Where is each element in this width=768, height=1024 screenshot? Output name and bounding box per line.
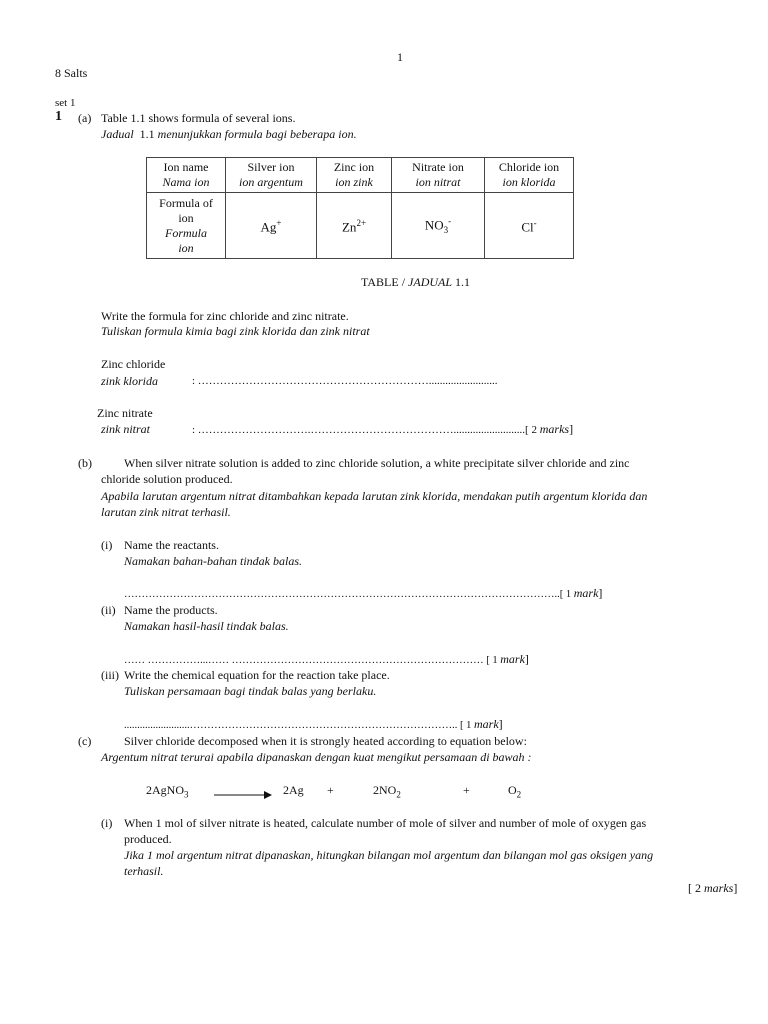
set-label: set 1 — [55, 97, 76, 109]
reaction-arrow-icon — [214, 790, 272, 800]
part-b-iii-label: (iii) — [101, 668, 119, 682]
intro-my-word: Jadual — [101, 127, 134, 141]
header-en: Chloride ion — [498, 160, 560, 174]
row-label-en: Formula of — [159, 195, 213, 210]
reactant-subscript: 3 — [184, 789, 189, 800]
part-c-i-en-1: When 1 mol of silver nitrate is heated, calculate number of mole of silver and number of mole of oxygen gas — [124, 816, 647, 830]
formula-cell — [485, 193, 574, 259]
table-header-row — [147, 158, 574, 193]
caption-part: 1.1 — [455, 275, 471, 289]
formula-cell — [226, 193, 317, 259]
part-c-text-my: Argentum nitrat terurai apabila dipanaskan dengan kuat mengikut persamaan di bawah : — [101, 750, 532, 764]
header-my: ion klorida — [502, 175, 556, 189]
formula-subscript: 3 — [443, 224, 449, 235]
part-c-i-my-1: Jika 1 mol argentum nitrat dipanaskan, hitungkan bilangan mol argentum dan bilangan mol gas oksigen yang — [124, 848, 654, 862]
part-b-text-my-1: Apabila larutan argentum nitrat ditambahkan kepada larutan zink klorida, mendakan putih argentum klorida dan — [101, 489, 648, 503]
marks-prefix: [ 2 — [688, 881, 701, 895]
equation-plus: + — [327, 783, 334, 797]
header-en: Zinc ion — [333, 160, 375, 174]
part-b-i-my: Namakan bahan-bahan tindak balas. — [124, 554, 302, 568]
ion-table — [146, 157, 574, 259]
marks-label: marks — [539, 422, 570, 436]
header-cell — [392, 158, 485, 193]
chapter-title: 8 Salts — [55, 66, 88, 80]
marks-bracket: ] — [524, 652, 529, 666]
table-caption — [361, 275, 470, 289]
part-c-i-label: (i) — [101, 816, 113, 830]
intro-my-rest: menunjukkan formula bagi beberapa ion. — [157, 127, 357, 141]
answer-dots: : ………………………….…………………………………..........................[ 2 — [192, 424, 537, 436]
zinc-chloride-answer-line[interactable]: : ………………………………………………………......................... — [192, 375, 498, 387]
marks-bracket: ] — [498, 717, 503, 731]
header-cell — [317, 158, 392, 193]
row-label-my: Formula — [165, 225, 207, 240]
header-cell — [485, 158, 574, 193]
zinc-chloride-label: Zinc chloride — [101, 357, 166, 371]
part-a-task-my: Tuliskan formula kimia bagi zink klorida dan zink nitrat — [101, 324, 370, 338]
marks-bracket: ] — [733, 881, 738, 895]
part-b-iii-answer-line[interactable] — [124, 717, 503, 733]
formula-base: Ag — [260, 219, 277, 235]
answer-dots: .........................………………………………………………………………….. [ 1 — [124, 720, 472, 731]
part-b-ii-en: Name the products. — [124, 603, 218, 617]
equation-reactant — [146, 783, 189, 801]
zinc-nitrate-label: Zinc nitrate — [97, 406, 153, 420]
header-my: ion zink — [335, 175, 373, 189]
formula-base: Cl — [521, 219, 534, 235]
part-b-i-en: Name the reactants. — [124, 538, 219, 552]
part-b-iii-en: Write the chemical equation for the reaction take place. — [124, 668, 390, 682]
part-b-ii-my: Namakan hasil-hasil tindak balas. — [124, 619, 289, 633]
equation-product-oxygen — [508, 783, 521, 801]
formula-charge: - — [448, 215, 452, 226]
part-c-i-my-2: terhasil. — [124, 864, 164, 878]
reactant-formula: 2AgNO — [146, 783, 184, 797]
part-b-ii-answer-line[interactable] — [124, 652, 529, 668]
caption-part: TABLE / — [361, 275, 406, 289]
marks-bracket: ] — [598, 586, 603, 600]
marks-bracket: ] — [569, 422, 574, 436]
part-b-iii-my: Tuliskan persamaan bagi tindak balas yang berlaku. — [124, 684, 377, 698]
part-c-text-en: Silver chloride decomposed when it is strongly heated according to equation below: — [124, 734, 527, 748]
part-a-task-en: Write the formula for zinc chloride and zinc nitrate. — [101, 309, 349, 323]
page-number: 1 — [397, 50, 403, 64]
header-my: ion nitrat — [415, 175, 461, 189]
table-formula-row — [147, 193, 574, 259]
header-my: ion argentum — [239, 175, 303, 189]
header-cell — [147, 158, 226, 193]
formula-base: NO — [424, 216, 444, 232]
part-a-intro-my — [101, 127, 357, 141]
answer-dots: …… ……………...…… ……………………………………………………………… [ 1 — [124, 655, 498, 666]
answer-dots: ……………………………………………………………………………………………………………..[ 1 — [124, 589, 572, 600]
part-b-label: (b) — [78, 456, 92, 470]
header-en: Silver ion — [247, 160, 295, 174]
product-formula: O — [508, 783, 517, 797]
product-formula: 2NO — [373, 783, 397, 797]
part-b-ii-label: (ii) — [101, 603, 116, 617]
header-en: Nitrate ion — [412, 160, 464, 174]
formula-cell — [392, 193, 485, 259]
part-a-label: (a) — [78, 111, 92, 125]
equation-product-no2 — [373, 783, 401, 801]
part-b-text-en-1: When silver nitrate solution is added to zinc chloride solution, a white precipitate silver chloride and zinc — [124, 456, 630, 470]
question-number: 1 — [55, 109, 62, 124]
part-c-i-marks — [688, 881, 737, 895]
marks-label: mark — [500, 652, 525, 666]
row-label-cell — [147, 193, 226, 259]
formula-base: Zn — [341, 219, 357, 235]
header-en: Ion name — [163, 160, 209, 174]
zinc-nitrate-label-my: zink nitrat — [101, 422, 151, 436]
zinc-chloride-label-my: zink klorida — [101, 374, 158, 388]
intro-my-number: 1.1 — [139, 127, 155, 141]
formula-charge: 2+ — [356, 218, 367, 229]
caption-part: JADUAL — [408, 275, 453, 289]
formula-cell — [317, 193, 392, 259]
marks-label: mark — [573, 586, 599, 600]
marks-label: marks — [704, 881, 734, 895]
product-subscript: 2 — [516, 789, 522, 800]
row-label-my: ion — [178, 240, 194, 255]
formula-charge: - — [533, 218, 537, 229]
product-subscript: 2 — [396, 789, 401, 800]
part-c-i-en-2: produced. — [124, 832, 172, 846]
part-b-text-en-2: chloride solution produced. — [101, 472, 233, 486]
header-cell — [226, 158, 317, 193]
row-label-en: ion — [178, 210, 194, 225]
zinc-nitrate-answer-line[interactable] — [192, 422, 573, 437]
header-my: Nama ion — [162, 175, 210, 189]
marks-label: mark — [474, 717, 499, 731]
part-c-label: (c) — [78, 734, 92, 748]
part-b-text-my-2: larutan zink nitrat terhasil. — [101, 505, 231, 519]
equation-product-silver: 2Ag — [283, 783, 304, 797]
part-a-intro-en: Table 1.1 shows formula of several ions. — [101, 111, 296, 125]
part-b-i-answer-line[interactable] — [124, 586, 602, 602]
formula-charge: + — [276, 218, 282, 229]
equation-plus: + — [463, 783, 470, 797]
part-b-i-label: (i) — [101, 538, 113, 552]
